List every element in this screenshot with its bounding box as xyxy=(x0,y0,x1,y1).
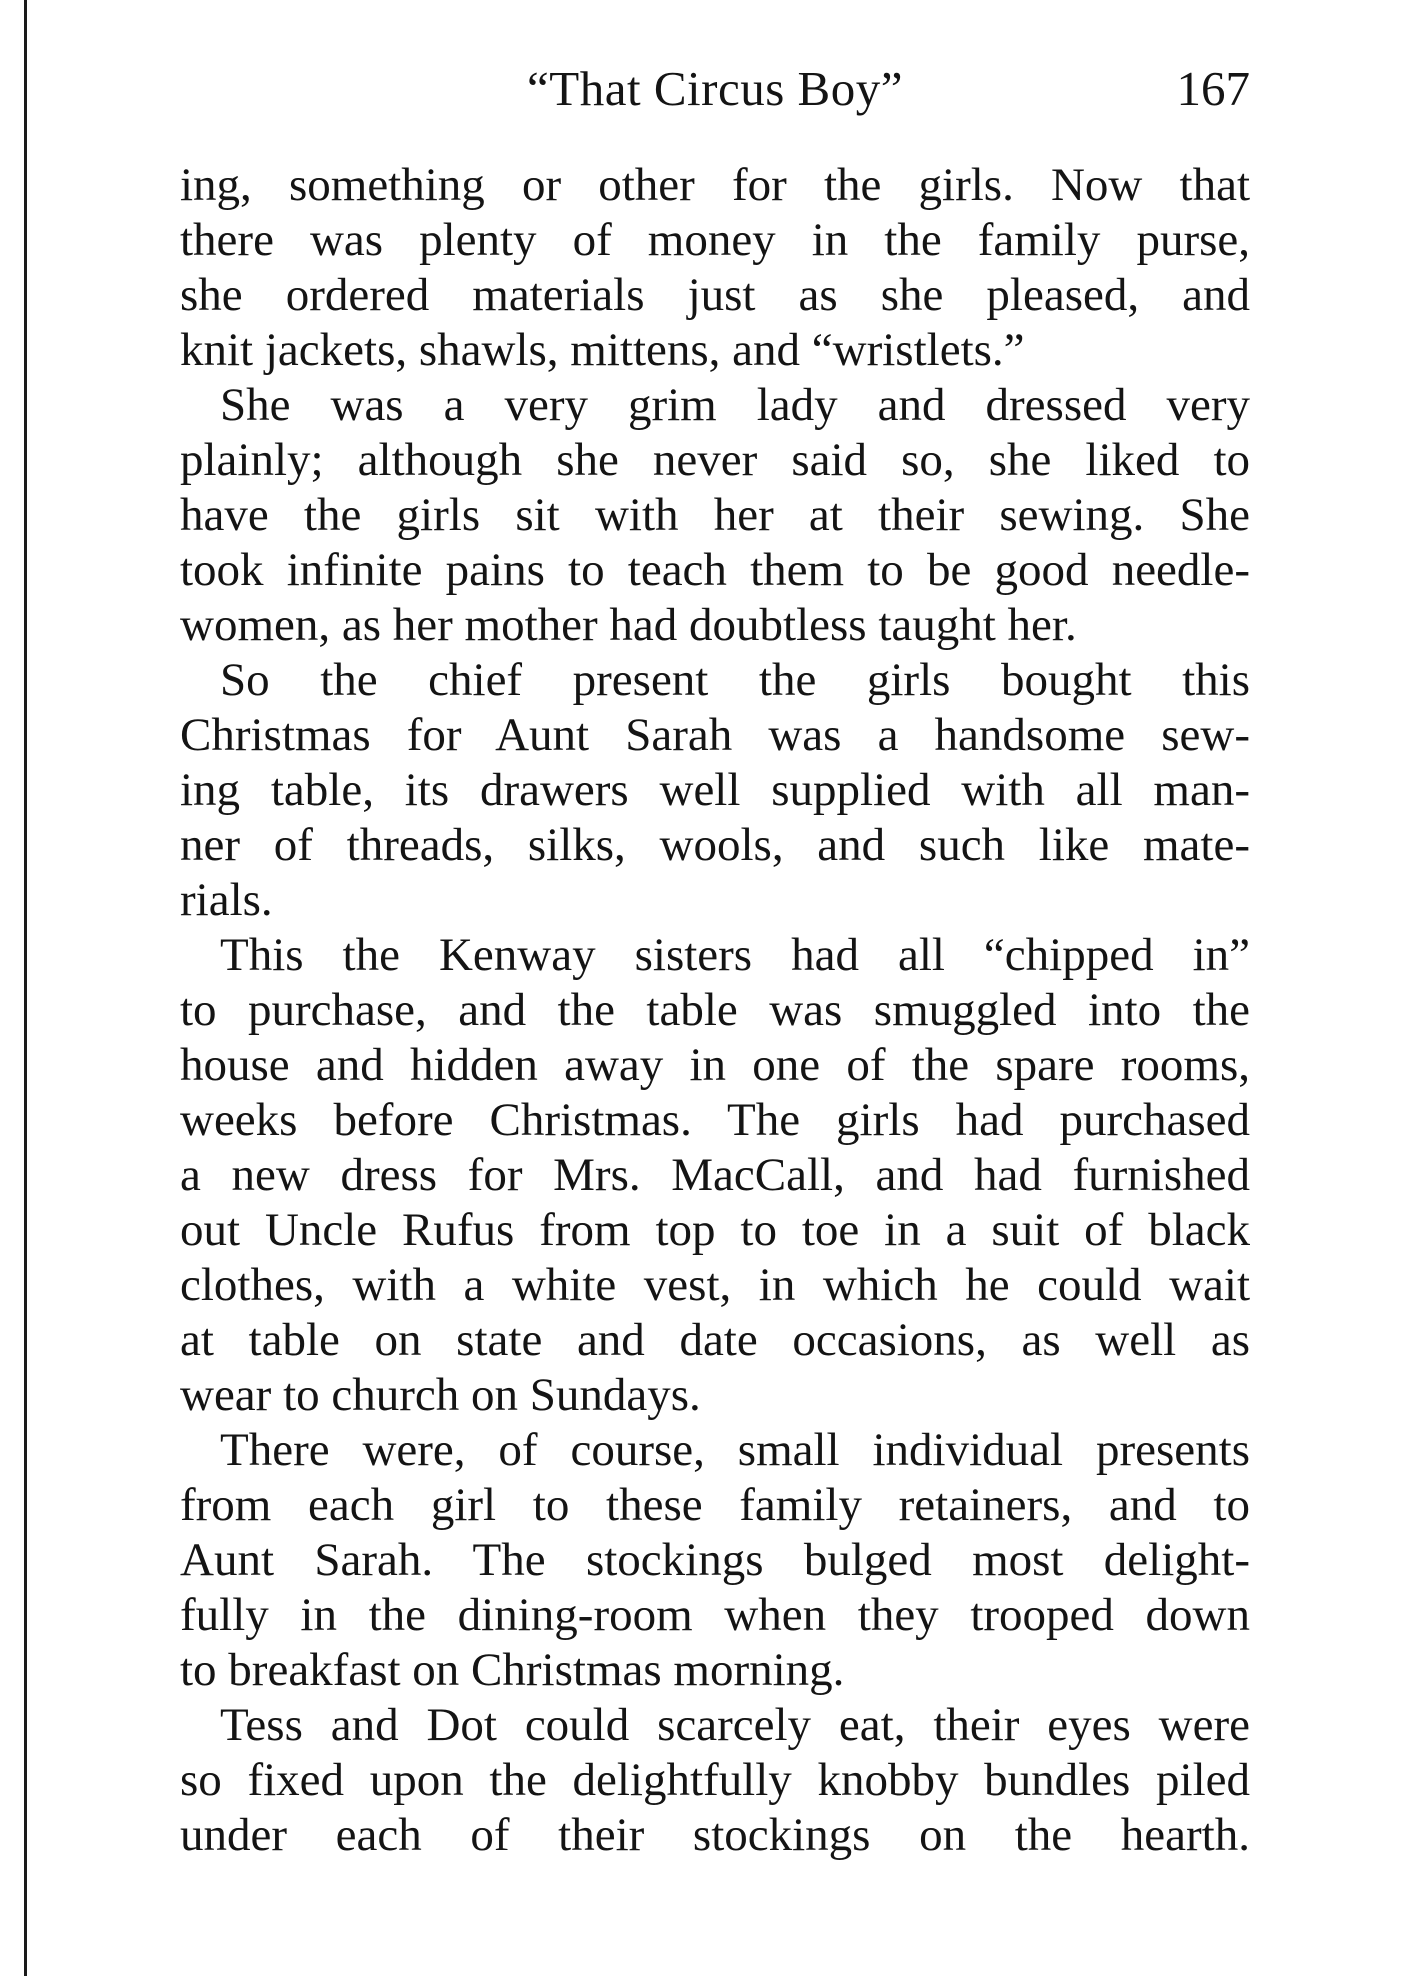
text-line: women, as her mother had doubtless taught her. xyxy=(180,599,1077,651)
text-line: clothes, with a white vest, in which he could wait xyxy=(180,1259,1250,1311)
text-line: to purchase, and the table was smuggled into the xyxy=(180,984,1250,1036)
text-line: Tess and Dot could scarcely eat, their eyes were xyxy=(220,1699,1250,1751)
text-line: rials. xyxy=(180,874,273,926)
text-line: to breakfast on Christmas morning. xyxy=(180,1644,845,1696)
text-line: There were, of course, small individual presents xyxy=(220,1424,1250,1476)
text-line: weeks before Christmas. The girls had purchased xyxy=(180,1094,1250,1146)
page-number: 167 xyxy=(1176,61,1250,116)
text-line: ing table, its drawers well supplied with all man- xyxy=(180,764,1250,816)
text-line: ing, something or other for the girls. Now that xyxy=(180,159,1250,211)
text-line: She was a very grim lady and dressed very xyxy=(220,379,1250,431)
text-line: So the chief present the girls bought this xyxy=(220,654,1250,706)
text-line: knit jackets, shawls, mittens, and “wristlets.” xyxy=(180,324,1025,376)
text-line: under each of their stockings on the hearth. xyxy=(180,1809,1250,1861)
text-line: house and hidden away in one of the spare rooms, xyxy=(180,1039,1250,1091)
text-line: ner of threads, silks, wools, and such like mate- xyxy=(180,819,1250,871)
text-line: out Uncle Rufus from top to toe in a suit of black xyxy=(180,1204,1250,1256)
text-line: wear to church on Sundays. xyxy=(180,1369,701,1421)
page-edge-line xyxy=(24,0,27,1976)
text-line: have the girls sit with her at their sewing. She xyxy=(180,489,1250,541)
text-line: This the Kenway sisters had all “chipped in” xyxy=(220,929,1250,981)
text-line: Aunt Sarah. The stockings bulged most delight- xyxy=(180,1534,1250,1586)
text-line: at table on state and date occasions, as well as xyxy=(180,1314,1250,1366)
body-text xyxy=(180,158,1250,1863)
text-line: took infinite pains to teach them to be good needle- xyxy=(180,544,1250,596)
text-line: there was plenty of money in the family purse, xyxy=(180,214,1250,266)
text-line: so fixed upon the delightfully knobby bundles piled xyxy=(180,1754,1250,1806)
text-line: from each girl to these family retainers, and to xyxy=(180,1479,1250,1531)
text-line: a new dress for Mrs. MacCall, and had furnished xyxy=(180,1149,1250,1201)
text-line: plainly; although she never said so, she liked to xyxy=(180,434,1250,486)
text-line: Christmas for Aunt Sarah was a handsome sew- xyxy=(180,709,1250,761)
text-line: fully in the dining-room when they trooped down xyxy=(180,1589,1250,1641)
page-header xyxy=(180,60,1250,130)
text-line: she ordered materials just as she pleased, and xyxy=(180,269,1250,321)
running-title: “That Circus Boy” xyxy=(527,61,903,116)
